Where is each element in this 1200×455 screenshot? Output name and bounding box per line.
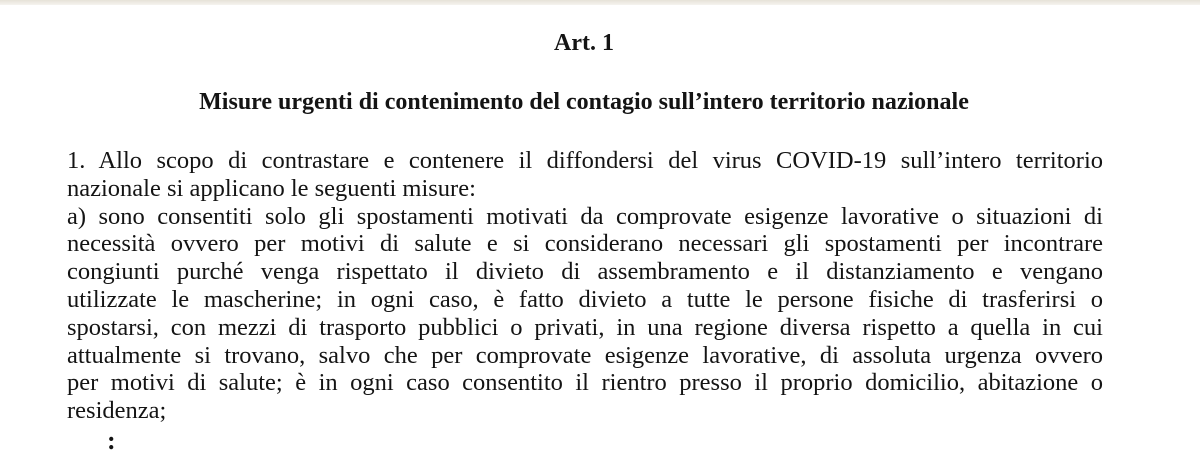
continuation-mark: : (107, 426, 116, 455)
paragraph-line: per motivi di salute; è in ogni caso consentito il rientro presso il proprio domicilio, abitazione o (67, 369, 1103, 397)
article-number: Art. 1 (554, 30, 614, 56)
article-title: Misure urgenti di contenimento del contagio sull’intero territorio nazionale (199, 89, 969, 115)
paragraph-line: nazionale si applicano le seguenti misure: (67, 174, 476, 202)
paragraph-line: 1. Allo scopo di contrastare e contenere il diffondersi del virus COVID-19 sull’intero territorio (67, 147, 1103, 174)
article-paragraph (67, 147, 1103, 425)
paragraph-line: a) sono consentiti solo gli spostamenti motivati da comprovate esigenze lavorative o situazioni di (67, 202, 1103, 230)
paragraph-line: utilizzate le mascherine; in ogni caso, è fatto divieto a tutte le persone fisiche di trasferirsi o (67, 285, 1103, 313)
paragraph-line: residenza; (67, 397, 167, 425)
paragraph-line: congiunti purché venga rispettato il divieto di assembramento e il distanziamento e vengano (67, 258, 1103, 286)
paragraph-line: spostarsi, con mezzi di trasporto pubblici o privati, in una regione diversa rispetto a quella in cui (67, 313, 1103, 341)
paragraph-line: necessità ovvero per motivi di salute e si considerano necessari gli spostamenti per incontrare (67, 230, 1103, 258)
paragraph-line: attualmente si trovano, salvo che per comprovate esigenze lavorative, di assoluta urgenza ovvero (67, 341, 1103, 369)
